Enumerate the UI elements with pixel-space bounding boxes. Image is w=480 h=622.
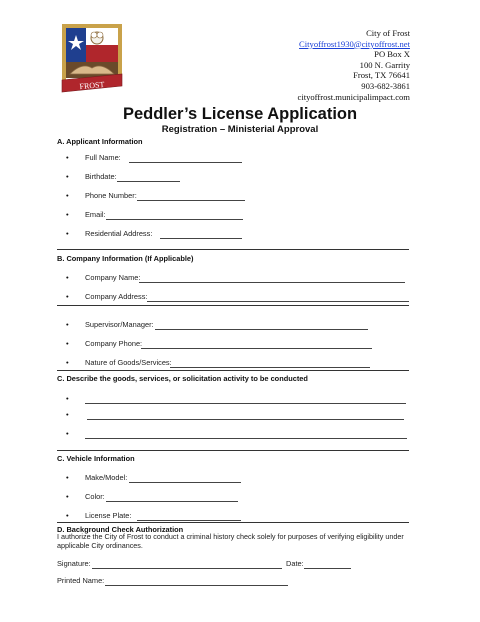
org-phone: 903-682-3861 bbox=[361, 80, 410, 91]
activity-description-line-1[interactable] bbox=[85, 395, 406, 404]
bullet-icon: • bbox=[66, 492, 69, 501]
org-website: cityoffrost.municipalimpact.com bbox=[297, 91, 410, 102]
organization-contact-block bbox=[298, 28, 411, 102]
phone-number-field[interactable] bbox=[137, 192, 245, 201]
divider bbox=[57, 249, 409, 250]
bullet-icon: • bbox=[66, 210, 69, 219]
bullet-icon: • bbox=[66, 394, 69, 403]
bullet-icon: • bbox=[66, 153, 69, 162]
section-d-heading: D. Background Check Authorization bbox=[57, 525, 184, 534]
email-label: Email: bbox=[85, 210, 106, 219]
license-plate-label: License Plate: bbox=[85, 511, 132, 520]
phone-number-label: Phone Number: bbox=[85, 191, 137, 200]
divider bbox=[57, 450, 409, 451]
bullet-icon: • bbox=[66, 429, 69, 438]
bullet-icon: • bbox=[66, 320, 69, 329]
company-address-field[interactable] bbox=[147, 293, 409, 302]
company-phone-label: Company Phone: bbox=[85, 339, 143, 348]
date-field[interactable] bbox=[304, 560, 351, 569]
page-title: Peddler’s License Application bbox=[122, 105, 358, 123]
divider bbox=[57, 305, 409, 306]
company-phone-field[interactable] bbox=[141, 340, 372, 349]
signature-field[interactable] bbox=[92, 560, 282, 569]
printed-name-label: Printed Name: bbox=[57, 576, 105, 585]
authorization-paragraph: I authorize the City of Frost to conduct a criminal history check solely for purposes of verifying eligibility under applicable City ordinances. bbox=[57, 532, 404, 550]
section-b-heading: B. Company Information (If Applicable) bbox=[57, 254, 194, 263]
org-po-box: PO Box X bbox=[374, 49, 410, 60]
email-field[interactable] bbox=[106, 211, 243, 220]
birthdate-field[interactable] bbox=[117, 173, 180, 182]
company-address-label: Company Address: bbox=[85, 292, 148, 301]
company-name-field[interactable] bbox=[139, 274, 405, 283]
nature-of-goods-field[interactable] bbox=[170, 359, 370, 368]
city-of-frost-logo bbox=[60, 22, 124, 98]
printed-name-field[interactable] bbox=[105, 577, 288, 586]
license-plate-field[interactable] bbox=[137, 512, 241, 521]
activity-description-line-3[interactable] bbox=[85, 430, 407, 439]
bullet-icon: • bbox=[66, 358, 69, 367]
supervisor-manager-label: Supervisor/Manager: bbox=[85, 320, 154, 329]
bullet-icon: • bbox=[66, 191, 69, 200]
bullet-icon: • bbox=[66, 410, 69, 419]
birthdate-label: Birthdate: bbox=[85, 172, 117, 181]
supervisor-manager-field[interactable] bbox=[155, 321, 368, 330]
full-name-label: Full Name: bbox=[85, 153, 121, 162]
bullet-icon: • bbox=[66, 473, 69, 482]
nature-of-goods-label: Nature of Goods/Services: bbox=[85, 358, 172, 367]
page-subtitle: Registration – Ministerial Approval bbox=[161, 124, 319, 135]
bullet-icon: • bbox=[66, 339, 69, 348]
full-name-field[interactable] bbox=[129, 154, 242, 163]
signature-label: Signature: bbox=[57, 559, 91, 568]
residential-address-label: Residential Address: bbox=[85, 229, 153, 238]
date-label: Date: bbox=[286, 559, 304, 568]
make-model-field[interactable] bbox=[129, 474, 241, 483]
bullet-icon: • bbox=[66, 229, 69, 238]
activity-description-line-2[interactable] bbox=[87, 411, 404, 420]
org-name: City of Frost bbox=[366, 28, 410, 38]
section-c-heading: C. Describe the goods, services, or solicitation activity to be conducted bbox=[57, 374, 308, 383]
section-a-heading: A. Applicant Information bbox=[57, 137, 143, 146]
bullet-icon: • bbox=[66, 172, 69, 181]
color-field[interactable] bbox=[106, 493, 238, 502]
residential-address-field[interactable] bbox=[160, 230, 242, 239]
org-street: 100 N. Garrity bbox=[359, 59, 410, 70]
logo-text: FROST bbox=[79, 79, 105, 92]
company-name-label: Company Name: bbox=[85, 273, 141, 282]
bullet-icon: • bbox=[66, 511, 69, 520]
org-city-state: Frost, TX 76641 bbox=[353, 70, 410, 81]
bullet-icon: • bbox=[66, 273, 69, 282]
bullet-icon: • bbox=[66, 292, 69, 301]
color-label: Color: bbox=[85, 492, 105, 501]
org-email-link[interactable]: Cityoffrost1930@cityoffrost.net bbox=[299, 38, 410, 49]
vehicle-section-heading: C. Vehicle Information bbox=[57, 454, 135, 463]
divider bbox=[57, 370, 409, 371]
make-model-label: Make/Model: bbox=[85, 473, 128, 482]
divider bbox=[57, 522, 409, 523]
